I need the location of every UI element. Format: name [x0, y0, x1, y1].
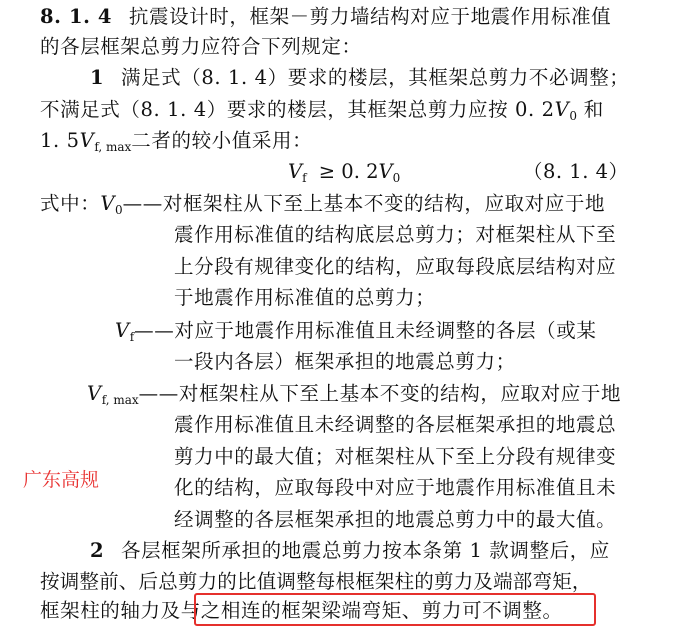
def-vf-text-1: ——对应于地震作用标准值且未经调整的各层（或某 [134, 319, 597, 342]
def-vfmax-line-5: 经调整的各层框架承担的地震总剪力中的最大值。 [174, 508, 617, 531]
formula-lhs-subscript: f [302, 171, 307, 185]
item1-vfmax-symbol: V [79, 129, 95, 152]
formula-operator: ≥ 0. 2 [312, 160, 379, 183]
def-vfmax-line-2: 震作用标准值且未经调整的各层框架承担的地震总 [174, 413, 617, 436]
item1-line-1 [90, 65, 629, 91]
def-v0-line-4: 于地震作用标准值的总剪力； [174, 286, 436, 309]
item2-text-3a: 框架柱的轴力及 [40, 599, 181, 622]
clause-heading-text-1: 抗震设计时，框架－剪力墙结构对应于地震作用标准值 [128, 5, 612, 28]
def-v0-subscript: 0 [115, 203, 123, 217]
def-vfmax-text-1: ——对框架柱从下至上基本不变的结构，应取对应于地 [138, 382, 622, 405]
clause-heading-text-2: 的各层框架总剪力应符合下列规定： [40, 35, 362, 58]
def-vf-symbol: V [115, 319, 130, 342]
item2-line-3 [40, 598, 563, 624]
def-vf-line-1 [115, 318, 596, 344]
def-v0-symbol: V [100, 192, 115, 215]
item1-number: 1 [90, 66, 105, 89]
def-v0-line-3: 上分段有规律变化的结构，应取每段底层结构对应 [174, 255, 617, 278]
item2-line-2: 按调整前、后总剪力的比值调整每根框架柱的剪力及端部弯矩， [40, 570, 592, 593]
item1-line-2 [40, 97, 604, 123]
def-vf-line-2: 一段内各层）框架承担的地震总剪力； [174, 350, 516, 373]
item2-text-1: 各层框架所承担的地震总剪力按本条第 1 款调整后，应 [120, 539, 610, 562]
item1-vfmax-subscript: f, max [94, 140, 132, 154]
item1-text-2a: 不满足式（8. 1. 4）要求的楼层，其框架总剪力应按 0. 2 [40, 98, 555, 121]
formula-rhs-symbol: V [378, 160, 393, 183]
item2-line-1 [90, 538, 610, 564]
item1-text-3b: 二者的较小值采用： [131, 129, 313, 152]
side-note-annotation: 广东高规 [23, 469, 100, 491]
item1-text-2b: 和 [576, 98, 604, 121]
def-vfmax-line-4: 化的结构，应取每段中对应于地震作用标准值且未 [174, 476, 617, 499]
item1-line-3 [40, 128, 312, 154]
formula-lhs-symbol: V [288, 160, 303, 183]
definitions-intro-line [40, 191, 605, 217]
formula [288, 159, 400, 185]
item2-number: 2 [90, 539, 105, 562]
clause-heading-line-2 [40, 34, 362, 60]
def-vf-subscript: f [129, 330, 135, 344]
def-v0-text-1: ——对框架柱从下至上基本不变的结构，应取对应于地 [122, 192, 606, 215]
item1-v0-subscript: 0 [569, 109, 577, 123]
item1-v0-symbol: V [554, 98, 570, 121]
def-vfmax-subscript: f, max [101, 393, 139, 407]
clause-heading-line-1 [40, 4, 611, 30]
definitions-intro: 式中： [40, 192, 101, 215]
formula-rhs-subscript: 0 [392, 171, 401, 185]
clause-number: 8. 1. 4 [40, 5, 113, 28]
def-v0-line-2: 震作用标准值的结构底层总剪力；对框架柱从下至 [174, 223, 617, 246]
item1-text-3a: 1. 5 [40, 129, 80, 152]
def-vfmax-line-1 [87, 381, 621, 407]
item2-text-3b-highlighted: 与之相连的框架梁端弯矩、剪力可不调整。 [180, 599, 563, 622]
def-vfmax-symbol: V [87, 382, 102, 405]
def-vfmax-line-3: 剪力中的最大值；对框架柱从下至上分段有规律变 [174, 445, 617, 468]
item1-text-1: 满足式（8. 1. 4）要求的楼层，其框架总剪力不必调整； [120, 66, 630, 89]
formula-label: （8. 1. 4） [523, 160, 629, 183]
